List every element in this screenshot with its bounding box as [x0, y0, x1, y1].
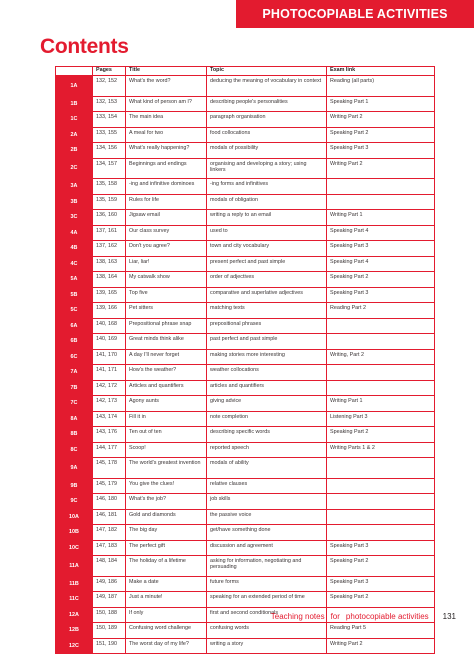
topic-cell: deducing the meaning of vocabulary in context	[207, 76, 327, 97]
unit-code-cell: 9A	[56, 458, 93, 479]
exam-link-cell: Speaking Part 3	[327, 143, 435, 159]
topic-cell: writing a story	[207, 638, 327, 654]
topic-cell: note completion	[207, 411, 327, 427]
pages-cell: 138, 164	[93, 272, 126, 288]
topic-cell: used to	[207, 225, 327, 241]
table-row	[56, 241, 435, 257]
header-unit	[56, 67, 93, 76]
page-number: 131	[442, 612, 456, 621]
footer-label-teaching-notes: Teaching notes	[270, 612, 325, 621]
topic-cell: order of adjectives	[207, 272, 327, 288]
pages-cell: 148, 184	[93, 556, 126, 577]
table-header-row	[56, 67, 435, 76]
exam-link-cell	[327, 380, 435, 396]
unit-code-cell: 12A	[56, 607, 93, 623]
topic-cell: organising and developing a story; using linkers	[207, 158, 327, 179]
contents-table	[55, 66, 435, 654]
unit-code-cell: 1C	[56, 112, 93, 128]
table-row	[56, 127, 435, 143]
title-cell: The world's greatest invention	[126, 458, 207, 479]
title-cell: Just a minute!	[126, 592, 207, 608]
pages-cell: 145, 178	[93, 458, 126, 479]
exam-link-cell	[327, 365, 435, 381]
table-row	[56, 365, 435, 381]
table-row	[56, 158, 435, 179]
title-cell: Ten out of ten	[126, 427, 207, 443]
pages-cell: 145, 179	[93, 478, 126, 494]
pages-cell: 141, 171	[93, 365, 126, 381]
topic-cell: reported speech	[207, 442, 327, 458]
exam-link-cell: Speaking Part 2	[327, 272, 435, 288]
pages-cell: 134, 156	[93, 143, 126, 159]
unit-code-cell: 11C	[56, 592, 93, 608]
pages-cell: 147, 183	[93, 540, 126, 556]
pages-cell: 151, 190	[93, 638, 126, 654]
topic-cell: modals of obligation	[207, 194, 327, 210]
unit-code-cell: 4A	[56, 225, 93, 241]
title-cell: Scoop!	[126, 442, 207, 458]
table-row	[56, 509, 435, 525]
title-cell: If only	[126, 607, 207, 623]
pages-cell: 133, 154	[93, 112, 126, 128]
exam-link-cell: Speaking Part 2	[327, 592, 435, 608]
exam-link-cell: Reading Part 2	[327, 303, 435, 319]
exam-link-cell	[327, 179, 435, 195]
title-cell: How's the weather?	[126, 365, 207, 381]
pages-cell: 137, 161	[93, 225, 126, 241]
pages-cell: 146, 181	[93, 509, 126, 525]
table-body	[56, 76, 435, 654]
topic-cell: present perfect and past simple	[207, 256, 327, 272]
table-row	[56, 592, 435, 608]
topic-cell: paragraph organisation	[207, 112, 327, 128]
unit-code-cell: 5C	[56, 303, 93, 319]
title-cell: The worst day of my life?	[126, 638, 207, 654]
topic-cell: matching texts	[207, 303, 327, 319]
header-exam-link: Exam link	[327, 67, 435, 76]
title-cell: Make a date	[126, 576, 207, 592]
table-row	[56, 349, 435, 365]
page-footer	[271, 612, 456, 621]
page-title: Contents	[40, 35, 129, 58]
pages-cell: 138, 163	[93, 256, 126, 272]
topic-cell: describing people's personalities	[207, 96, 327, 112]
topic-cell: food collocations	[207, 127, 327, 143]
table-row	[56, 96, 435, 112]
exam-link-cell	[327, 458, 435, 479]
pages-cell: 146, 180	[93, 494, 126, 510]
pages-cell: 143, 176	[93, 427, 126, 443]
header-title: Title	[126, 67, 207, 76]
topic-cell: past perfect and past simple	[207, 334, 327, 350]
unit-code-cell: 2A	[56, 127, 93, 143]
table-row	[56, 303, 435, 319]
exam-link-cell: Writing Part 1	[327, 210, 435, 226]
title-cell: The main idea	[126, 112, 207, 128]
table-row	[56, 478, 435, 494]
topic-cell: writing a reply to an email	[207, 210, 327, 226]
title-cell: Liar, liar!	[126, 256, 207, 272]
topic-cell: get/have something done	[207, 525, 327, 541]
pages-cell: 150, 188	[93, 607, 126, 623]
topic-cell: confusing words	[207, 623, 327, 639]
exam-link-cell: Listening Part 3	[327, 411, 435, 427]
topic-cell: speaking for an extended period of time	[207, 592, 327, 608]
exam-link-cell: Speaking Part 1	[327, 96, 435, 112]
topic-cell: town and city vocabulary	[207, 241, 327, 257]
section-banner: PHOTOCOPIABLE ACTIVITIES	[236, 0, 474, 28]
unit-code-cell: 8A	[56, 411, 93, 427]
unit-code-cell: 4B	[56, 241, 93, 257]
exam-link-cell	[327, 525, 435, 541]
unit-code-cell: 7A	[56, 365, 93, 381]
exam-link-cell: Speaking Part 2	[327, 127, 435, 143]
topic-cell: comparative and superlative adjectives	[207, 287, 327, 303]
exam-link-cell	[327, 318, 435, 334]
table-row	[56, 525, 435, 541]
pages-cell: 140, 168	[93, 318, 126, 334]
unit-code-cell: 12B	[56, 623, 93, 639]
table-row	[56, 194, 435, 210]
pages-cell: 137, 162	[93, 241, 126, 257]
table-row	[56, 287, 435, 303]
pages-cell: 144, 177	[93, 442, 126, 458]
table-row	[56, 225, 435, 241]
pages-cell: 133, 155	[93, 127, 126, 143]
table-row	[56, 458, 435, 479]
pages-cell: 147, 182	[93, 525, 126, 541]
exam-link-cell	[327, 494, 435, 510]
pages-cell: 135, 158	[93, 179, 126, 195]
title-cell: -ing and infinitive dominoes	[126, 179, 207, 195]
title-cell: Confusing word challenge	[126, 623, 207, 639]
exam-link-cell: Writing Parts 1 & 2	[327, 442, 435, 458]
table-row	[56, 210, 435, 226]
title-cell: What's the job?	[126, 494, 207, 510]
unit-code-cell: 1A	[56, 76, 93, 97]
table-row	[56, 623, 435, 639]
pages-cell: 142, 173	[93, 396, 126, 412]
table-row	[56, 380, 435, 396]
unit-code-cell: 10B	[56, 525, 93, 541]
unit-code-cell: 5B	[56, 287, 93, 303]
table-row	[56, 556, 435, 577]
unit-code-cell: 6A	[56, 318, 93, 334]
unit-code-cell: 3B	[56, 194, 93, 210]
unit-code-cell: 4C	[56, 256, 93, 272]
pages-cell: 136, 160	[93, 210, 126, 226]
topic-cell: making stories more interesting	[207, 349, 327, 365]
topic-cell: first and second conditionals	[207, 607, 327, 623]
pages-cell: 139, 165	[93, 287, 126, 303]
table-row	[56, 411, 435, 427]
pages-cell: 132, 153	[93, 96, 126, 112]
exam-link-cell: Speaking Part 3	[327, 540, 435, 556]
title-cell: Prepositional phrase snap	[126, 318, 207, 334]
pages-cell: 150, 189	[93, 623, 126, 639]
title-cell: The holiday of a lifetime	[126, 556, 207, 577]
pages-cell: 141, 170	[93, 349, 126, 365]
topic-cell: modals of possibility	[207, 143, 327, 159]
title-cell: Jigsaw email	[126, 210, 207, 226]
table-row	[56, 540, 435, 556]
unit-code-cell: 9B	[56, 478, 93, 494]
title-cell: A meal for two	[126, 127, 207, 143]
exam-link-cell: Speaking Part 4	[327, 256, 435, 272]
table-row	[56, 76, 435, 97]
unit-code-cell: 3A	[56, 179, 93, 195]
exam-link-cell: Reading Part 5	[327, 623, 435, 639]
unit-code-cell: 9C	[56, 494, 93, 510]
title-cell: The perfect gift	[126, 540, 207, 556]
footer-label-for: for	[330, 612, 340, 621]
unit-code-cell: 3C	[56, 210, 93, 226]
pages-cell: 135, 159	[93, 194, 126, 210]
exam-link-cell: Writing Part 2	[327, 638, 435, 654]
exam-link-cell: Speaking Part 2	[327, 556, 435, 577]
exam-link-cell: Speaking Part 2	[327, 427, 435, 443]
unit-code-cell: 5A	[56, 272, 93, 288]
exam-link-cell: Speaking Part 3	[327, 287, 435, 303]
title-cell: Top five	[126, 287, 207, 303]
unit-code-cell: 2B	[56, 143, 93, 159]
pages-cell: 140, 169	[93, 334, 126, 350]
title-cell: My catwalk show	[126, 272, 207, 288]
unit-code-cell: 8C	[56, 442, 93, 458]
exam-link-cell: Speaking Part 3	[327, 241, 435, 257]
topic-cell: weather collocations	[207, 365, 327, 381]
table-row	[56, 334, 435, 350]
table-row	[56, 179, 435, 195]
topic-cell: asking for information, negotiating and persuading	[207, 556, 327, 577]
title-cell: Gold and diamonds	[126, 509, 207, 525]
topic-cell: discussion and agreement	[207, 540, 327, 556]
topic-cell: relative clauses	[207, 478, 327, 494]
topic-cell: articles and quantifiers	[207, 380, 327, 396]
title-cell: Beginnings and endings	[126, 158, 207, 179]
pages-cell: 134, 157	[93, 158, 126, 179]
unit-code-cell: 8B	[56, 427, 93, 443]
table-row	[56, 638, 435, 654]
topic-cell: prepositional phrases	[207, 318, 327, 334]
exam-link-cell: Speaking Part 4	[327, 225, 435, 241]
title-cell: Fill it in	[126, 411, 207, 427]
unit-code-cell: 10C	[56, 540, 93, 556]
pages-cell: 142, 172	[93, 380, 126, 396]
title-cell: What's the word?	[126, 76, 207, 97]
table-row	[56, 143, 435, 159]
unit-code-cell: 11A	[56, 556, 93, 577]
table-row	[56, 396, 435, 412]
table-row	[56, 272, 435, 288]
title-cell: Pet sitters	[126, 303, 207, 319]
topic-cell: future forms	[207, 576, 327, 592]
header-topic: Topic	[207, 67, 327, 76]
unit-code-cell: 10A	[56, 509, 93, 525]
table-row	[56, 256, 435, 272]
unit-code-cell: 6C	[56, 349, 93, 365]
title-cell: Agony aunts	[126, 396, 207, 412]
exam-link-cell: Writing Part 2	[327, 112, 435, 128]
title-cell: You give the clues!	[126, 478, 207, 494]
title-cell: What kind of person am I?	[126, 96, 207, 112]
unit-code-cell: 11B	[56, 576, 93, 592]
unit-code-cell: 6B	[56, 334, 93, 350]
table-row	[56, 576, 435, 592]
pages-cell: 132, 152	[93, 76, 126, 97]
pages-cell: 139, 166	[93, 303, 126, 319]
title-cell: Rules for life	[126, 194, 207, 210]
title-cell: A day I'll never forget	[126, 349, 207, 365]
exam-link-cell: Reading (all parts)	[327, 76, 435, 97]
unit-code-cell: 2C	[56, 158, 93, 179]
title-cell: Don't you agree?	[126, 241, 207, 257]
table-row	[56, 442, 435, 458]
pages-cell: 149, 186	[93, 576, 126, 592]
table-row	[56, 427, 435, 443]
unit-code-cell: 7C	[56, 396, 93, 412]
title-cell: What's really happening?	[126, 143, 207, 159]
header-pages: Pages	[93, 67, 126, 76]
exam-link-cell	[327, 509, 435, 525]
unit-code-cell: 7B	[56, 380, 93, 396]
topic-cell: describing specific words	[207, 427, 327, 443]
exam-link-cell: Writing Part 1	[327, 396, 435, 412]
exam-link-cell	[327, 194, 435, 210]
exam-link-cell: Speaking Part 3	[327, 576, 435, 592]
table-row	[56, 494, 435, 510]
pages-cell: 143, 174	[93, 411, 126, 427]
footer-label-activities: photocopiable activities	[345, 612, 429, 621]
title-cell: The big day	[126, 525, 207, 541]
pages-cell: 149, 187	[93, 592, 126, 608]
topic-cell: giving advice	[207, 396, 327, 412]
exam-link-cell	[327, 334, 435, 350]
unit-code-cell: 1B	[56, 96, 93, 112]
title-cell: Great minds think alike	[126, 334, 207, 350]
title-cell: Articles and quantifiers	[126, 380, 207, 396]
title-cell: Our class survey	[126, 225, 207, 241]
topic-cell: modals of ability	[207, 458, 327, 479]
exam-link-cell	[327, 478, 435, 494]
exam-link-cell: Writing, Part 2	[327, 349, 435, 365]
table-row	[56, 318, 435, 334]
topic-cell: -ing forms and infinitives	[207, 179, 327, 195]
topic-cell: the passive voice	[207, 509, 327, 525]
topic-cell: job skills	[207, 494, 327, 510]
table-row	[56, 112, 435, 128]
exam-link-cell: Writing Part 2	[327, 158, 435, 179]
unit-code-cell: 12C	[56, 638, 93, 654]
